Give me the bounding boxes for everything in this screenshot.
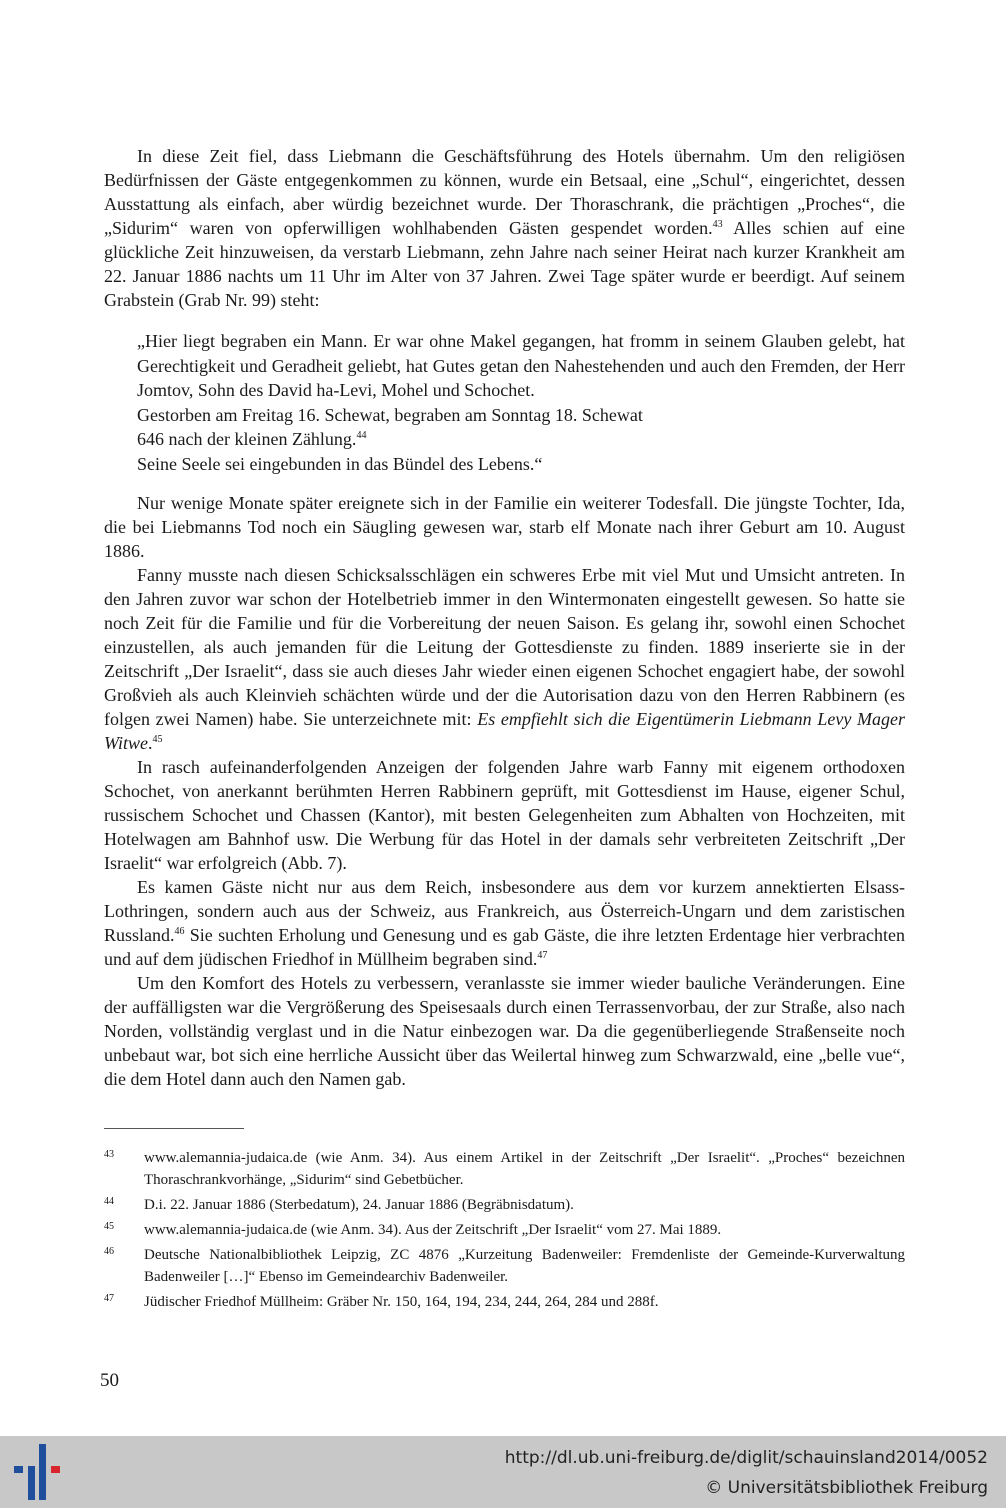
footnote-divider xyxy=(104,1128,244,1129)
italic-quote: Es empfiehlt sich die Eigentümerin Liebmann Levy Mager Witwe xyxy=(104,709,905,753)
footnotes xyxy=(104,1147,905,1316)
footnote xyxy=(104,1194,905,1216)
ub-freiburg-logo-icon[interactable] xyxy=(12,1444,64,1500)
paragraph: Nur wenige Monate später ereignete sich in der Familie ein weiterer Todesfall. Die jüngste Tochter, Ida, die bei Liebmanns Tod noch ein Säugling gewesen war, starb elf Monate nach ihrer Geburt am 10. August 1886. xyxy=(104,493,905,561)
epitaph-quote xyxy=(137,329,905,476)
footnote-number: 44 xyxy=(104,1196,114,1207)
footnote-ref[interactable]: 47 xyxy=(537,950,548,961)
footnote-ref[interactable]: 45 xyxy=(152,734,163,745)
viewer-footer-bar xyxy=(0,1436,1006,1508)
document-url-link[interactable]: http://dl.ub.uni-freiburg.de/diglit/schauinsland2014/0052 xyxy=(504,1448,988,1468)
page-number: 50 xyxy=(100,1370,119,1391)
paragraph: Um den Komfort des Hotels zu verbessern, veranlasste sie immer wieder bauliche Veränderungen. Eine der auffälligsten war die Vergrößerung des Speisesaals durch einen Terrassenvorbau, der zur Straße, also nach Norden, vollständig verglast und in die Natur einbezogen war. Da die gegenüberliegende Straßenseite noch unbebaut war, bot sich eine herrliche Aussicht über das Weilertal hinweg zum Schwarzwald, eine „belle vue“, die dem Hotel dann auch den Namen gab. xyxy=(104,973,905,1089)
footnote-text: www.alemannia-judaica.de (wie Anm. 34). Aus einem Artikel in der Zeitschrift „Der Israelit“. „Proches“ bezeichnen Thoraschrankvorhänge, „Sidurim“ sind Gebetbücher. xyxy=(144,1150,905,1188)
footnote-text: D.i. 22. Januar 1886 (Sterbedatum), 24. Januar 1886 (Begräbnisdatum). xyxy=(144,1197,574,1213)
paragraph: In diese Zeit fiel, dass Liebmann die Geschäftsführung des Hotels übernahm. Um den religiösen Bedürfnissen der Gäste entgegenkommen zu können, wurde ein Betsaal, eine „Schul“, eingerichtet, dessen Ausstattung als einfach, aber würdig bezeichnet wurde. Der Thoraschrank, die prächtigen „Proches“, die „Sidurim“ waren von opferwilligen wohlhabenden Gästen gespendet worden.$^{43}$ Alles schien auf eine glückliche Zeit hinzuweisen, da verstarb Liebmann, zehn Jahre nach seiner Heirat nach kurzer Krankheit am 22. Januar 1886 nachts um 11 Uhr im Alter von 37 Jahren. Zwei Tage später wurde er beerdigt. Auf seinem Grabstein (Grab Nr. 99) steht: xyxy=(104,146,905,310)
footnote-ref[interactable]: 43 xyxy=(712,219,723,230)
quote-line: „Hier liegt begraben ein Mann. Er war ohne Makel gegangen, hat fromm in seinem Glauben gelebt, hat Gerechtigkeit und Geradheit geliebt, hat Gutes getan den Nahestehenden und auch den Fremden, der Herr Jomtov, Sohn des David ha-Levi, Mohel und Schochet. xyxy=(137,331,905,400)
paragraph: In rasch aufeinanderfolgenden Anzeigen der folgenden Jahre warb Fanny mit eigenem orthodoxen Schochet, von anerkannt berühmten Herren Rabbinern geprüft, mit Gottesdienst im Hause, eigener Schul, russischem Schochet und Chassen (Kantor), mit besten Gelegenheiten zum Abhalten von Hochzeiten, mit Hotelwagen am Bahnhof usw. Die Werbung für das Hotel in der damals sehr verbreiteten Zeitschrift „Der Israelit“ war erfolgreich (Abb. 7). xyxy=(104,757,905,873)
quote-line: Gestorben am Freitag 16. Schewat, begraben am Sonntag 18. Schewat xyxy=(137,404,643,425)
paragraph: Es kamen Gäste nicht nur aus dem Reich, insbesondere aus dem vor kurzem annektierten Elsass-Lothringen, sondern auch aus der Schweiz, aus Frankreich, aus Österreich-Ungarn und dem zaristischen Russland.$^{46}$ Sie suchten Erholung und Genesung und es gab Gäste, die ihre letzten Erdentage hier verbrachten und auf dem jüdischen Friedhof in Müllheim begraben sind.$^{47}$ xyxy=(104,877,905,969)
paragraph: Fanny musste nach diesen Schicksalsschlägen ein schweres Erbe mit viel Mut und Umsicht antreten. In den Jahren zuvor war schon der Hotelbetrieb immer in den Wintermonaten eingestellt gewesen. So hatte sie noch Zeit für die Familie und für die Vorbereitung der neuen Saison. Es gelang ihr, sowohl einen Schochet einzustellen, als auch jemanden für die Leitung der Gottesdienste zu finden. 1889 inserierte sie in der Zeitschrift „Der Israelit“, dass sie auch dieses Jahr wieder einen eigenen Schochet engagiert habe, der sowohl Großvieh als auch Kleinvieh schächten würde und der die Autorisation dazu von den Herren Rabbinern (es folgen zwei Namen) habe. Sie unterzeichnete mit: Es empfiehlt sich die Eigentümerin Liebmann Levy Mager Witwe.$^{45}$ xyxy=(104,565,905,753)
footnote-number: 43 xyxy=(104,1149,114,1160)
footnote-text: www.alemannia-judaica.de (wie Anm. 34). Aus der Zeitschrift „Der Israelit“ vom 27. Mai 1889. xyxy=(144,1222,722,1238)
footnote xyxy=(104,1244,905,1288)
footnote-ref[interactable]: 46 xyxy=(174,926,185,937)
footnote-number: 45 xyxy=(104,1221,114,1232)
quote-line: 646 nach der kleinen Zählung.$^{44}$ xyxy=(137,429,367,449)
quote-line: Seine Seele sei eingebunden in das Bündel des Lebens.“ xyxy=(137,453,543,474)
footnote xyxy=(104,1219,905,1241)
footnote-text: Jüdischer Friedhof Müllheim: Gräber Nr. 150, 164, 194, 234, 244, 264, 284 und 288f. xyxy=(144,1294,659,1310)
footnote xyxy=(104,1291,905,1313)
footnote-number: 46 xyxy=(104,1246,114,1257)
footnote-ref[interactable]: 44 xyxy=(356,430,367,441)
footnote-text: Deutsche Nationalbibliothek Leipzig, ZC 4876 „Kurzeitung Badenweiler: Fremdenliste der Gemeinde-Kurverwaltung Badenweiler […]“ Ebenso im Gemeindearchiv Badenweiler. xyxy=(144,1247,905,1285)
body-text xyxy=(104,144,905,1091)
footnote xyxy=(104,1147,905,1191)
footnote-number: 47 xyxy=(104,1293,114,1304)
copyright-text: © Universitätsbibliothek Freiburg xyxy=(705,1478,988,1498)
